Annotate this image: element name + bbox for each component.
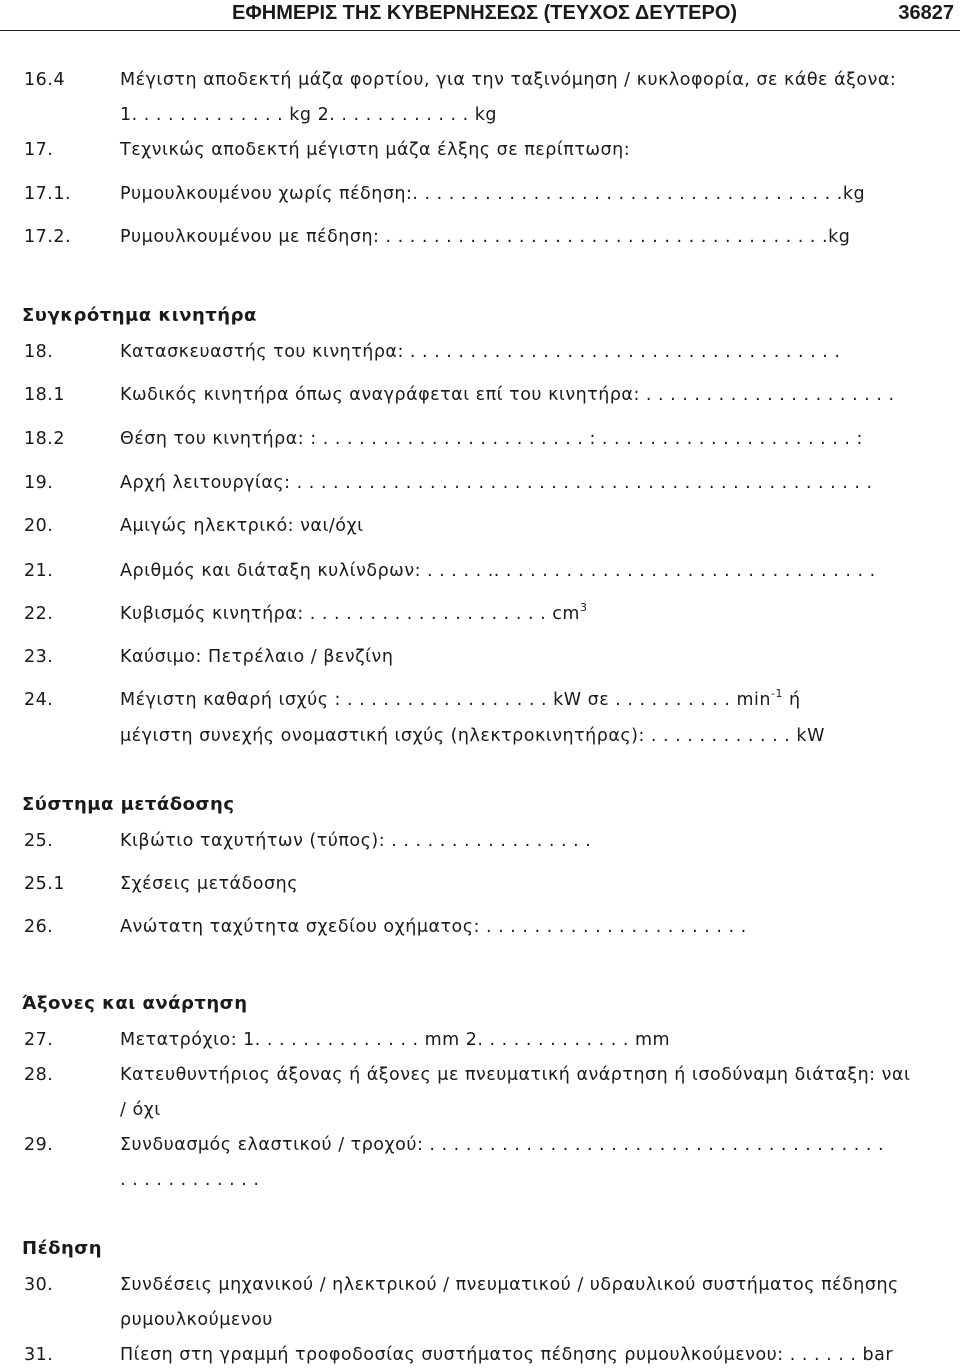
section-heading-transmission: Σύστημα μετάδοσης: [22, 794, 235, 815]
item-text: 1. . . . . . . . . . . . . kg 2. . . . . . . . . . . . kg: [120, 105, 497, 125]
item-text: Συνδυασμός ελαστικού / τροχού: . . . . . . . . . . . . . . . . . . . . . . . . . . . . . . . . . . . . . .: [120, 1135, 885, 1155]
page-number: 36827: [898, 2, 954, 24]
item-text: Τεχνικώς αποδεκτή μέγιστη μάζα έλξης σε περίπτωση:: [120, 140, 631, 160]
item-number: 28.: [24, 1065, 54, 1085]
item-text: μέγιστη συνεχής ονομαστική ισχύς (ηλεκτροκινητήρας): . . . . . . . . . . . . kW: [120, 726, 825, 746]
item-text-tail: ή: [782, 690, 801, 710]
item-text: Αρχή λειτουργίας: . . . . . . . . . . . . . . . . . . . . . . . . . . . . . . . . . . . . . . . . . . . . . . . .: [120, 473, 873, 493]
item-text: Μετατρόχιο: 1. . . . . . . . . . . . . . mm 2. . . . . . . . . . . . . mm: [120, 1030, 671, 1050]
item-number: 18.2: [24, 429, 65, 449]
item-number: 18.1: [24, 385, 65, 405]
item-text: / όχι: [120, 1100, 161, 1120]
item-number: 31.: [24, 1345, 54, 1365]
item-text: Κωδικός κινητήρα όπως αναγράφεται επί του κινητήρα: . . . . . . . . . . . . . . . . . . . . .: [120, 385, 895, 405]
gazette-title: ΕΦΗΜΕΡΙΣ ΤΗΣ ΚΥΒΕΡΝΗΣΕΩΣ (ΤΕΥΧΟΣ ΔΕΥΤΕΡΟ): [232, 2, 738, 24]
item-number: 22.: [24, 604, 54, 624]
item-number: 18.: [24, 342, 54, 362]
item-number: 21.: [24, 561, 54, 581]
page-header: [0, 0, 960, 31]
item-text: Αριθμός και διάταξη κυλίνδρων: . . . . . .. . . . . . . . . . . . . . . . . . . . . . . . . . . . . . . .: [120, 561, 876, 581]
item-number: 16.4: [24, 70, 65, 90]
item-number: 19.: [24, 473, 54, 493]
item-text: Κατευθυντήριος άξονας ή άξονες με πνευματική ανάρτηση ή ισοδύναμη διάταξη: ναι: [120, 1065, 911, 1085]
item-number: 26.: [24, 917, 54, 937]
item-number: 23.: [24, 647, 54, 667]
item-text: [120, 689, 801, 711]
item-text: Συνδέσεις μηχανικού / ηλεκτρικού / πνευματικού / υδραυλικού συστήματος πέδησης: [120, 1275, 899, 1295]
item-text-main: Κυβισμός κινητήρα: . . . . . . . . . . . . . . . . . . . . cm: [120, 604, 580, 624]
item-number: 27.: [24, 1030, 54, 1050]
item-number: 24.: [24, 690, 54, 710]
item-text: Θέση του κινητήρα: : . . . . . . . . . . . . . . . . . . . . . . : . . . . . . . . . . . . . . . . . . . . . :: [120, 429, 863, 449]
section-heading-axles: Άξονες και ανάρτηση: [22, 993, 248, 1014]
item-text: Μέγιστη αποδεκτή μάζα φορτίου, για την ταξινόμηση / κυκλοφορία, σε κάθε άξονα:: [120, 70, 897, 90]
item-number: 25.: [24, 831, 54, 851]
item-text-main: Μέγιστη καθαρή ισχύς : . . . . . . . . . . . . . . . . . kW σε . . . . . . . . . . min: [120, 690, 772, 710]
item-text: Ρυμουλκουμένου με πέδηση: . . . . . . . . . . . . . . . . . . . . . . . . . . . . . . . . . . . . .kg: [120, 227, 851, 247]
item-text: Καύσιμο: Πετρέλαιο / βενζίνη: [120, 647, 394, 667]
item-number: 30.: [24, 1275, 54, 1295]
section-heading-engine: Συγκρότημα κινητήρα: [22, 305, 257, 326]
item-number: 17.2.: [24, 227, 72, 247]
item-text: Κατασκευαστής του κινητήρα: . . . . . . . . . . . . . . . . . . . . . . . . . . . . . . . . . . . .: [120, 342, 841, 362]
item-text: Κιβώτιο ταχυτήτων (τύπος): . . . . . . . . . . . . . . . . .: [120, 831, 592, 851]
item-number: 17.1.: [24, 184, 72, 204]
item-text: ρυμουλκούμενου: [120, 1310, 273, 1330]
item-text: Πίεση στη γραμμή τροφοδοσίας συστήματος πέδησης ρυμουλκούμενου: . . . . . . bar: [120, 1345, 894, 1365]
item-number: 20.: [24, 516, 54, 536]
item-text: [120, 603, 587, 625]
item-text: . . . . . . . . . . . .: [120, 1170, 260, 1190]
item-text: Ρυμουλκουμένου χωρίς πέδηση:. . . . . . . . . . . . . . . . . . . . . . . . . . . . . . . . . . . .kg: [120, 184, 866, 204]
item-number: 25.1: [24, 874, 65, 894]
section-heading-braking: Πέδηση: [22, 1238, 103, 1259]
item-number: 17.: [24, 140, 54, 160]
superscript: 3: [579, 601, 588, 615]
item-text: Αμιγώς ηλεκτρικό: ναι/όχι: [120, 516, 364, 536]
item-number: 29.: [24, 1135, 54, 1155]
item-text: Σχέσεις μετάδοσης: [120, 874, 298, 894]
item-text: Ανώτατη ταχύτητα σχεδίου οχήματος: . . . . . . . . . . . . . . . . . . . . . .: [120, 917, 747, 937]
superscript: -1: [771, 687, 783, 701]
